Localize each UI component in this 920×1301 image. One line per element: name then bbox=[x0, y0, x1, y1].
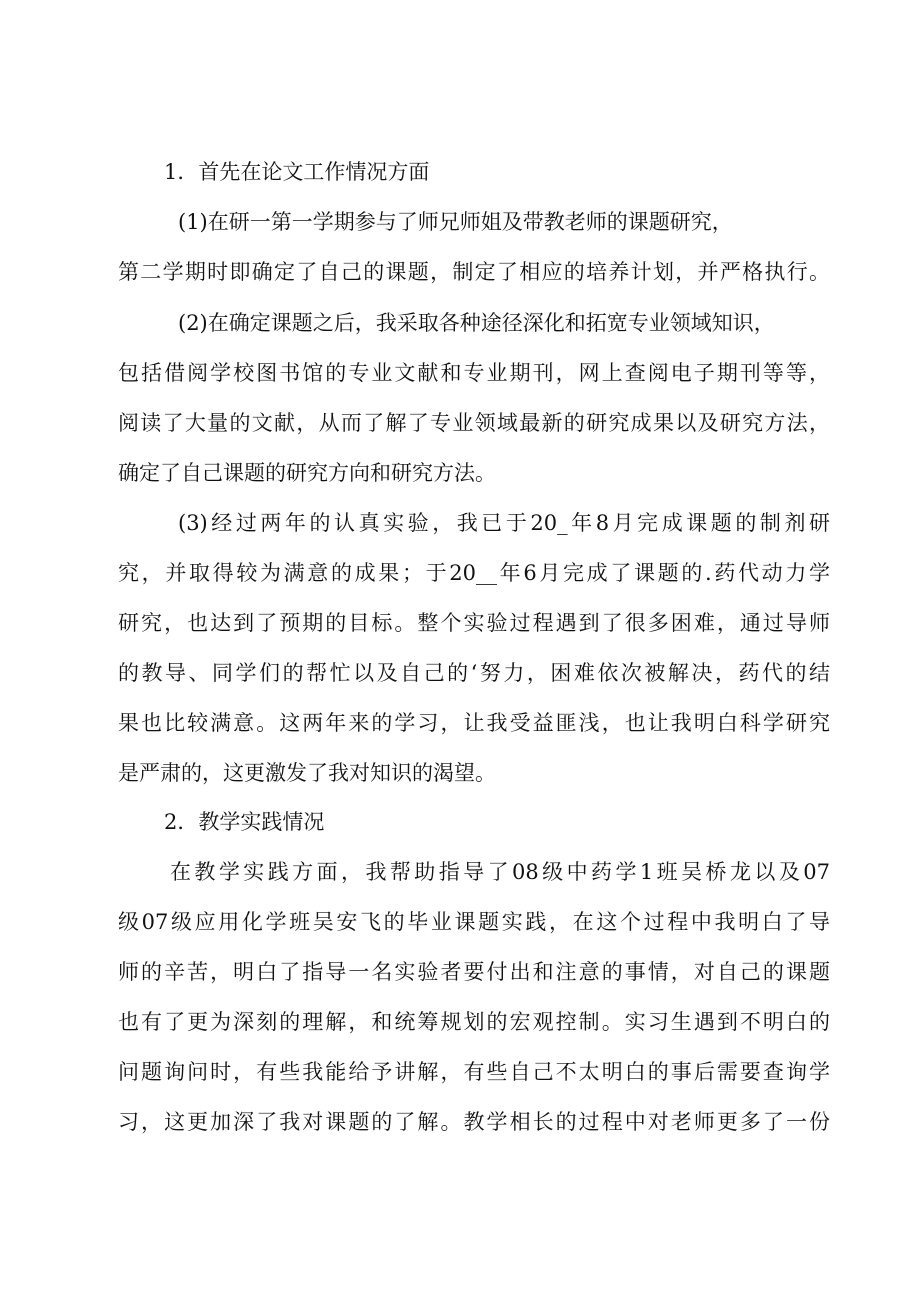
paragraph-line: 习，这更加深了我对课题的了解。教学相长的过程中对老师更多了一份 bbox=[118, 1110, 830, 1134]
paragraph-line: 包括借阅学校图书馆的专业文献和专业期刊，网上查阅电子期刊等等， bbox=[118, 361, 830, 385]
paragraph-line: 的教导、同学们的帮忙以及自己的‘努力，困难依次被解决，药代的结 bbox=[118, 661, 830, 685]
paragraph-line: 级07级应用化学班吴安飞的毕业课题实践，在这个过程中我明白了导 bbox=[118, 910, 830, 934]
heading-1: 1．首先在论文工作情况方面 bbox=[164, 160, 430, 184]
paragraph-line: 第二学期时即确定了自己的课题，制定了相应的培养计划，并严格执行。 bbox=[118, 260, 830, 284]
paragraph-line: 阅读了大量的文献，从而了解了专业领域最新的研究成果以及研究方法， bbox=[118, 411, 830, 435]
paragraph-line: 在教学实践方面，我帮助指导了08级中药学1班吴桥龙以及07 bbox=[170, 860, 830, 884]
paragraph-line: (2)在确定课题之后，我采取各种途径深化和拓宽专业领域知识， bbox=[178, 311, 775, 335]
paragraph-line: 是严肃的，这更激发了我对知识的渴望。 bbox=[118, 761, 496, 785]
paragraph-line: (1)在研一第一学期参与了师兄师姐及带教老师的课题研究， bbox=[178, 210, 733, 234]
paragraph-line: (3)经过两年的认真实验，我已于20_年8月完成课题的制剂研 bbox=[178, 511, 830, 535]
paragraph-line: 确定了自己课题的研究方向和研究方法。 bbox=[118, 461, 496, 485]
paragraph-line: 究，并取得较为满意的成果；于20__年6月完成了课题的.药代动力学 bbox=[118, 561, 830, 585]
paragraph-line: 研究，也达到了预期的目标。整个实验过程遇到了很多困难，通过导师 bbox=[118, 611, 830, 635]
paragraph-line: 果也比较满意。这两年来的学习，让我受益匪浅，也让我明白科学研究 bbox=[118, 711, 830, 735]
paragraph-line: 问题询问时，有些我能给予讲解，有些自己不太明白的事后需要查询学 bbox=[118, 1060, 830, 1084]
paragraph-line: 师的辛苦，明白了指导一名实验者要付出和注意的事情，对自己的课题 bbox=[118, 960, 830, 984]
paragraph-line: 也有了更为深刻的理解，和统筹规划的宏观控制。实习生遇到不明白的 bbox=[118, 1010, 830, 1034]
heading-2: 2．教学实践情况 bbox=[164, 810, 325, 834]
